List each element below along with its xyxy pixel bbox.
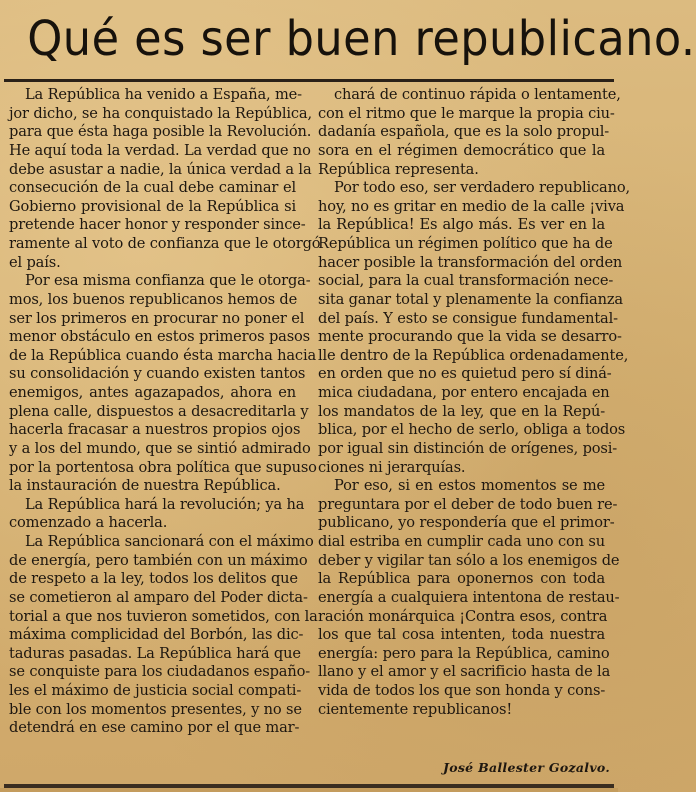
text-line: La República hará la revolución; ya ha [25,495,305,513]
text-line: vida de todos los que son honda y cons- [318,682,606,699]
text-line: los que tal cosa intenten, toda nuestra [318,626,605,644]
text-line: la República para oponernos con toda [318,570,605,588]
text-line: blica, por el hecho de serlo, obliga a todos [318,421,626,439]
text-line: se cometieron al amparo del Poder dicta- [9,588,308,606]
text-line: llano y el amor y el sacrificio hasta de la [318,663,611,681]
text-line: cientemente republicanos! [318,700,513,718]
text-line: ble con los momentos presentes, y no se [9,700,302,718]
text-line: la República! Es algo más. Es ver en la [318,216,605,234]
text-line: por igual sin distinción de orígenes, posi- [318,439,618,457]
text-line: de energía, pero también con un máximo [9,551,308,569]
text-line: del país. Y esto se consigue fundamental- [318,309,618,327]
text-line: República un régimen político que ha de [318,235,613,252]
text-line: República representa. [318,160,479,178]
text-line: hoy, no es gritar en medio de la calle ¡viva [318,197,625,215]
text-line: con el ritmo que le marque la propia ciu- [318,104,615,122]
right-column [318,86,630,719]
paragraph [9,533,318,738]
text-line: mente procurando que la vida se desarro- [318,328,622,346]
text-line: deber y vigilar tan sólo a los enemigos de [318,551,620,569]
text-line: energía: pero para la República, camino [318,644,610,662]
paragraph [9,495,305,533]
left-column [9,86,321,738]
text-line: La República sancionará con el máximo [25,533,314,550]
text-line: detendrá en ese camino por el que mar- [9,719,300,737]
text-line: ración monárquica ¡Contra esos, contra [318,607,608,625]
text-line: les el máximo de justicia social compati- [9,682,302,699]
text-line: He aquí toda la verdad. La verdad que no [9,141,311,159]
text-line: dadanía española, que es la solo propul- [318,123,610,141]
text-line: para que ésta haga posible la Revolución. [9,123,312,141]
text-line: se conquiste para los ciudadanos españo- [9,663,311,681]
text-line: sora en el régimen democrático que la [318,141,605,159]
text-line: de respeto a la ley, todos los delitos que [9,570,298,588]
text-line: ser los primeros en procurar no poner el [9,309,305,327]
text-line: menor obstáculo en estos primeros pasos [9,328,311,346]
text-line: preguntara por el deber de todo buen re- [318,495,618,513]
text-line: chará de continuo rápida o lentamente, [334,86,621,103]
text-line: dial estriba en cumplir cada uno con su [318,533,605,550]
paragraph [9,272,317,496]
title-divider [4,79,614,82]
text-line: y a los del mundo, que se sintió admirado [9,439,311,457]
text-line: jor dicho, se ha conquistado la República, [9,104,312,122]
paragraph [318,179,630,477]
text-line: por la portentosa obra política que supuso [9,458,317,476]
text-line: mos, los buenos republicanos hemos de [9,290,298,308]
text-line: pretende hacer honor y responder since- [9,216,306,234]
text-line: consecución de la cual debe caminar el [9,179,296,197]
text-line: la instauración de nuestra República. [9,477,281,495]
text-line: su consolidación y cuando existen tantos [9,365,306,383]
text-line: Por eso, si en estos momentos se me [334,477,605,495]
text-line: hacerla fracasar a nuestros propios ojos [9,421,301,439]
text-line: máxima complicidad del Borbón, las dic- [9,626,304,644]
page-edge [0,788,618,792]
paragraph [318,86,621,179]
paragraph [9,86,321,272]
text-line: en orden que no es quietud pero sí diná- [318,365,612,383]
text-line: mica ciudadana, por entero encajada en [318,384,610,401]
text-line: plena calle, dispuestos a desacreditarla y [9,402,309,420]
text-line: social, para la cual transformación nece- [318,272,614,290]
author-signature: José Ballester Gozalvo. [442,760,610,775]
text-line: hacer posible la transformación del orden [318,253,623,271]
text-line: Por todo eso, ser verdadero republicano, [334,179,630,197]
article-title: Qué es ser buen republicano. [27,11,696,67]
text-line: publicano, yo respondería que el primor- [318,514,615,532]
text-line: La República ha venido a España, me- [25,86,302,103]
text-line: el país. [9,253,61,271]
text-line: debe asustar a nadie, la única verdad a la [9,160,312,178]
text-line: Gobierno provisional de la República si [9,197,296,215]
text-line: energía a cualquiera intentona de restau- [318,588,620,606]
text-line: Por esa misma confianza que le otorga- [25,272,311,290]
text-line: los mandatos de la ley, que en la Repú- [318,402,605,420]
text-line: lle dentro de la República ordenadamente, [318,346,629,364]
text-line: sita ganar total y plenamente la confianza [318,290,623,308]
text-line: de la República cuando ésta marcha hacia [9,346,317,364]
text-line: torial a que nos tuvieron sometidos, con la [9,607,318,625]
text-line: comenzado a hacerla. [9,514,168,532]
text-line: taduras pasadas. La República hará que [9,644,301,662]
text-line: ramente al voto de confianza que le otorgó [9,235,321,252]
text-line: enemigos, antes agazapados, ahora en [9,384,296,401]
text-line: ciones ni jerarquías. [318,458,466,476]
paragraph [318,477,620,719]
